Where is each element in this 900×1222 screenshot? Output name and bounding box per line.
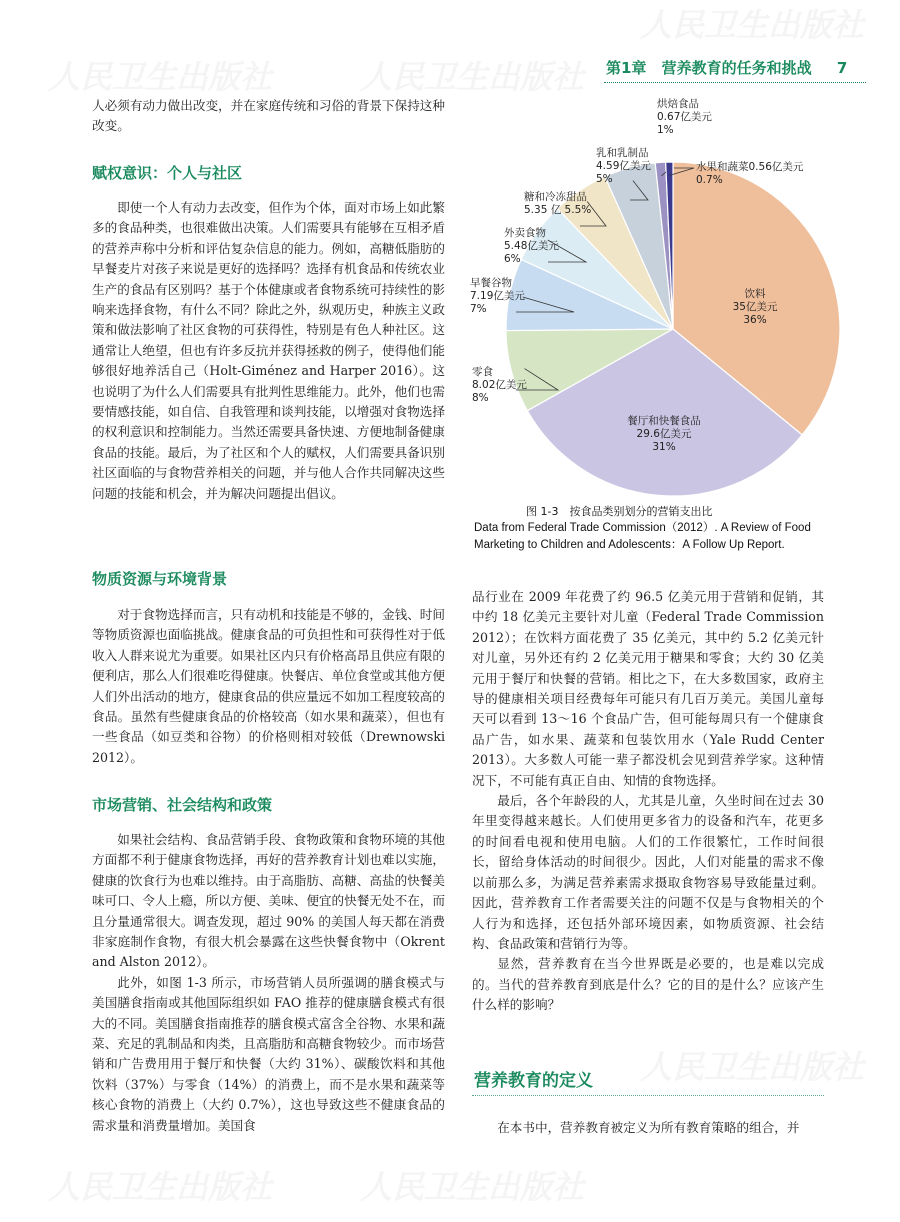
pie-slice-label: 烘焙食品 0.67亿美元 1% xyxy=(657,98,712,136)
paragraph-resources: 对于食物选择而言，只有动机和技能是不够的，金钱、时间等物质资源也面临挑战。健康食品的可负担性和可获得性对于低收入人群来说尤为重要。如果社区内只有价格高昂且供应有限的便利店，那么人们很难吃得健康。快餐店、单位食堂或其他方便人们外出活动的地方，健康食品的供应量远不如加工程度较高的食品。虽然有些健康食品的价格较高（如水果和蔬菜），但也有一些食品（如豆类和谷物）的价格则相对较低（Drewnowski 2012）。 xyxy=(92,607,445,765)
pie-slice-label: 餐厅和快餐食品 29.6亿美元 31% xyxy=(627,415,701,453)
pie-slice-label: 饮料 35亿美元 36% xyxy=(732,288,778,326)
left-empowerment-block xyxy=(92,198,445,504)
paragraph-marketing-1: 如果社会结构、食品营销手段、食物政策和食物环境的其他方面都不利于健康食物选择，再好的营养教育计划也难以实施，健康的饮食行为也难以维持。由于高脂肪、高糖、高盐的快餐美味可口、令人上瘾，所以方便、美味、便宜的快餐无处不在，而且分量通常很大。调查发现，超过 90% 的美国人每天都在消费非家庭制作食物，有很大机会暴露在这些快餐食物中（Okrent and Alston 2012）。 xyxy=(92,832,445,970)
paragraph-question: 显然，营养教育在当今世界既是必要的，也是难以完成的。当代的营养教育到底是什么？它的目的是什么？应该产生什么样的影响？ xyxy=(472,956,824,1013)
heading-definition: 营养教育的定义 xyxy=(474,1071,593,1091)
pie-slice-label: 糖和冷冻甜品 5.35 亿 5.5% xyxy=(524,191,592,216)
paragraph-intro: 人必须有动力做出改变，并在家庭传统和习俗的背景下保持这种改变。 xyxy=(92,98,445,134)
heading-empowerment: 赋权意识：个人与社区 xyxy=(92,164,243,182)
paragraph-marketing-2: 此外，如图 1-3 所示，市场营销人员所强调的膳食模式与美国膳食指南或其他国际组织如 FAO 推荐的健康膳食模式有很大的不同。美国膳食指南推荐的膳食模式富含全谷物、水果和蔬菜、充足的乳制品和肉类，且高脂肪和高糖食物较少。而市场营销和广告费用用于餐厅和快餐（大约 31%）、碳酸饮料和其他饮料（37%）与零食（14%）的消费上，而不是水果和蔬菜等核心食物的消费上（大约 0.7%），这也导致这些不健康食品的需求量和消费量增加。美国食 xyxy=(92,974,445,1133)
figure-caption xyxy=(474,503,854,554)
right-definition-block xyxy=(472,1118,824,1138)
paragraph-definition: 在本书中，营养教育被定义为所有教育策略的组合，并 xyxy=(497,1120,800,1135)
watermark: 人民卫生出版社 xyxy=(640,1048,865,1086)
paragraph-age: 最后，各个年龄段的人，尤其是儿童，久坐时间在过去 30 年里变得越来越长。人们使用更多省力的设备和汽车，花更多的时间看电视和使用电脑。人们的工作很繁忙，工作时间很长，留给身体活动的时间很少。因此，人们对能量的需求不像以前那么多，为满足营养素需求摄取食物容易导致能量过剩。因此，营养教育工作者需要关注的问题不仅是与食物相关的个人行为和选择，还包括外部环境因素，如物质资源、社会结构、食品政策和营销行为等。 xyxy=(472,793,824,951)
pie-slice-label: 外卖食物 5.48亿美元 6% xyxy=(504,227,559,265)
heading-resources: 物质资源与环境背景 xyxy=(92,570,228,588)
pie-slice-label: 水果和蔬菜0.56亿美元 0.7% xyxy=(696,161,804,186)
chapter-title: 营养教育的任务和挑战 xyxy=(661,59,812,77)
header-rule xyxy=(604,82,866,83)
figure-title: 图 1-3 按食品类别划分的营销支出比 xyxy=(526,505,713,518)
watermark: 人民卫生出版社 xyxy=(48,1168,273,1206)
watermark: 人民卫生出版社 xyxy=(360,1168,585,1206)
watermark: 人民卫生出版社 xyxy=(48,58,273,96)
page-number: 7 xyxy=(836,59,848,77)
pie-slice-label: 零食 8.02亿美元 8% xyxy=(472,366,527,404)
paragraph-empowerment: 即使一个人有动力去改变，但作为个体，面对市场上如此繁多的食品种类，也很难做出决策。人们需要具有能够在互相矛盾的营养声称中分析和评估复杂信息的能力。例如，高糖低脂肪的早餐麦片对孩子来说是更好的选择吗？选择有机食品和传统农业生产的食品有区别吗？基于个体健康或者食物系统可持续性的影响来选择食物，有什么不同？除此之外，纵观历史，种族主义政策和做法影响了社区食物的可获得性，特别是有色人种社区。这通常让人绝望，但也有许多反抗并获得拯救的例子，使得他们能够很好地养活自己（Holt-Giménez and Harper 2016）。这也说明了为什么人们需要具有批判性思维能力。此外，他们也需要情感技能，如自信、自我管理和谈判技能，以增强对食物选择的权利意识和控制能力。当然还需要具备快速、方便地制备健康食品的技能。最后，为了社区和个人的赋权，人们需要具备识别社区面临的与食物营养相关的问题，并与他人合作共同解决这些问题的技能和机会，并为解决问题提出倡议。 xyxy=(92,200,445,501)
running-header xyxy=(606,57,866,79)
watermark: 人民卫生出版社 xyxy=(360,58,585,96)
figure-source: Data from Federal Trade Commission（2012）. A Review of Food Marketing to Children and Adolescents：A Follow Up Report. xyxy=(474,522,811,551)
right-text-block xyxy=(472,587,824,1016)
watermark: 人民卫生出版社 xyxy=(640,6,865,44)
pie-slice-label: 乳和乳制品 4.59亿美元 5% xyxy=(596,147,651,185)
paragraph-continued: 品行业在 2009 年花费了约 96.5 亿美元用于营销和促销，其中约 18 亿美元主要针对儿童（Federal Trade Commission 2012）；在饮料方面花费了 35 亿美元，其中约 5.2 亿美元针对儿童，另外还有约 2 亿美元用于糖果和零食；大约 30 亿美元用于餐厅和快餐的营销。相比之下，在大多数国家，政府主导的健康相关项目经费每年可能只有几百万美元。美国儿童每天可以看到 13～16 个食品广告，但可能每周只有一个健康食品广告，如水果、蔬菜和包装饮用水（Yale Rudd Center 2013）。大多数人可能一辈子都没机会见到营养学家。这种情况下，不可能有真正自由、知情的食物选择。 xyxy=(472,589,824,788)
left-intro-block xyxy=(92,96,445,137)
left-resources-block xyxy=(92,605,445,768)
pie-slice-label: 早餐谷物 7.19亿美元 7% xyxy=(470,277,525,315)
marketing-pie-chart xyxy=(468,90,868,500)
section-rule xyxy=(472,1095,824,1096)
chapter-label: 第1章 xyxy=(606,59,647,77)
heading-marketing: 市场营销、社会结构和政策 xyxy=(92,796,273,814)
left-marketing-block xyxy=(92,830,445,1136)
